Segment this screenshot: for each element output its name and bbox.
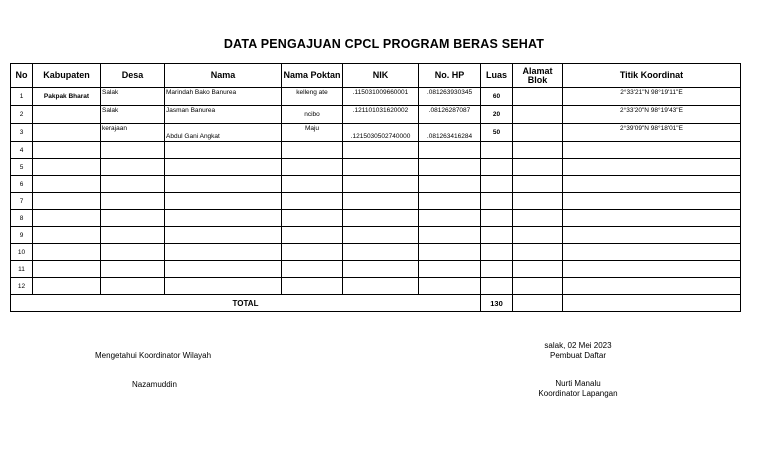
cell-nik: .1215030502740000 [343, 124, 419, 142]
table-row [11, 244, 741, 261]
cell-nama: Marindah Bako Banurea [165, 88, 282, 106]
header-no-hp: No. HP [419, 64, 481, 88]
cell-no: 4 [11, 142, 33, 159]
cell-luas: 60 [481, 88, 513, 106]
cell-no: 12 [11, 278, 33, 295]
header-nama-poktan: Nama Poktan [282, 64, 343, 88]
table-row [11, 210, 741, 227]
cell-koordinat: 2°33'21"N 98°19'11"E [563, 88, 741, 106]
cell-blok [513, 124, 563, 142]
cell-no: 2 [11, 106, 33, 124]
table-row [11, 106, 741, 124]
cell-no: 10 [11, 244, 33, 261]
table-row [11, 124, 741, 142]
table-row [11, 88, 741, 106]
table-row [11, 278, 741, 295]
table-row [11, 159, 741, 176]
cell-no: 1 [11, 88, 33, 106]
right-signature-role: Koordinator Lapangan [538, 389, 618, 398]
left-signature-name: Nazamuddin [132, 380, 177, 389]
table-row [11, 193, 741, 210]
left-signature-title: Mengetahui Koordinator Wilayah [95, 351, 212, 360]
cell-nik: .121101031620002 [343, 106, 419, 124]
cell-nama: Abdul Gani Angkat [165, 124, 282, 142]
cell-no: 11 [11, 261, 33, 278]
header-row [11, 64, 741, 88]
header-no: No [11, 64, 33, 88]
cell-no: 6 [11, 176, 33, 193]
header-nik: NIK [343, 64, 419, 88]
cell-hp: .081263416284 [419, 124, 481, 142]
cell-poktan: kelleng ate [282, 88, 343, 106]
table-row [11, 142, 741, 159]
cell-hp: .081263930345 [419, 88, 481, 106]
header-nama: Nama [165, 64, 282, 88]
total-label: TOTAL [11, 295, 481, 312]
header-kabupaten: Kabupaten [33, 64, 101, 88]
cell-no: 8 [11, 210, 33, 227]
cell-no: 3 [11, 124, 33, 142]
cell-desa: Salak [101, 88, 165, 106]
cell-luas: 20 [481, 106, 513, 124]
right-signature-name: Nurti Manalu [555, 379, 601, 388]
cell-no: 9 [11, 227, 33, 244]
cell-blok [513, 88, 563, 106]
cell-poktan: Maju [282, 124, 343, 142]
total-luas: 130 [481, 295, 513, 312]
cell-kabupaten: Pakpak Bharat [33, 88, 101, 106]
data-table [10, 63, 741, 312]
cell-kabupaten [33, 124, 101, 142]
right-place-date: salak, 02 Mei 2023 [544, 341, 612, 350]
cell-luas: 50 [481, 124, 513, 142]
document-title: DATA PENGAJUAN CPCL PROGRAM BERAS SEHAT [223, 37, 545, 51]
cell-koordinat: 2°39'09"N 98°18'01"E [563, 124, 741, 142]
cell-nama: Jasman Banurea [165, 106, 282, 124]
cell-no: 7 [11, 193, 33, 210]
cell-blok [513, 106, 563, 124]
cell-desa: Salak [101, 106, 165, 124]
header-luas: Luas [481, 64, 513, 88]
cell-nik: .115031009660001 [343, 88, 419, 106]
right-signature-title: Pembuat Daftar [549, 351, 607, 360]
header-titik-koordinat: Titik Koordinat [563, 64, 741, 88]
table-row [11, 227, 741, 244]
cell-poktan: ncibo [282, 106, 343, 124]
header-alamat-blok: Alamat Blok [513, 64, 563, 88]
table-row [11, 261, 741, 278]
cell-hp: .08126287087 [419, 106, 481, 124]
cell-koordinat: 2°33'20"N 98°19'43"E [563, 106, 741, 124]
cell-kabupaten [33, 106, 101, 124]
header-desa: Desa [101, 64, 165, 88]
table-row [11, 176, 741, 193]
cell-no: 5 [11, 159, 33, 176]
cell-desa: kerajaan [101, 124, 165, 142]
total-row [11, 295, 741, 312]
